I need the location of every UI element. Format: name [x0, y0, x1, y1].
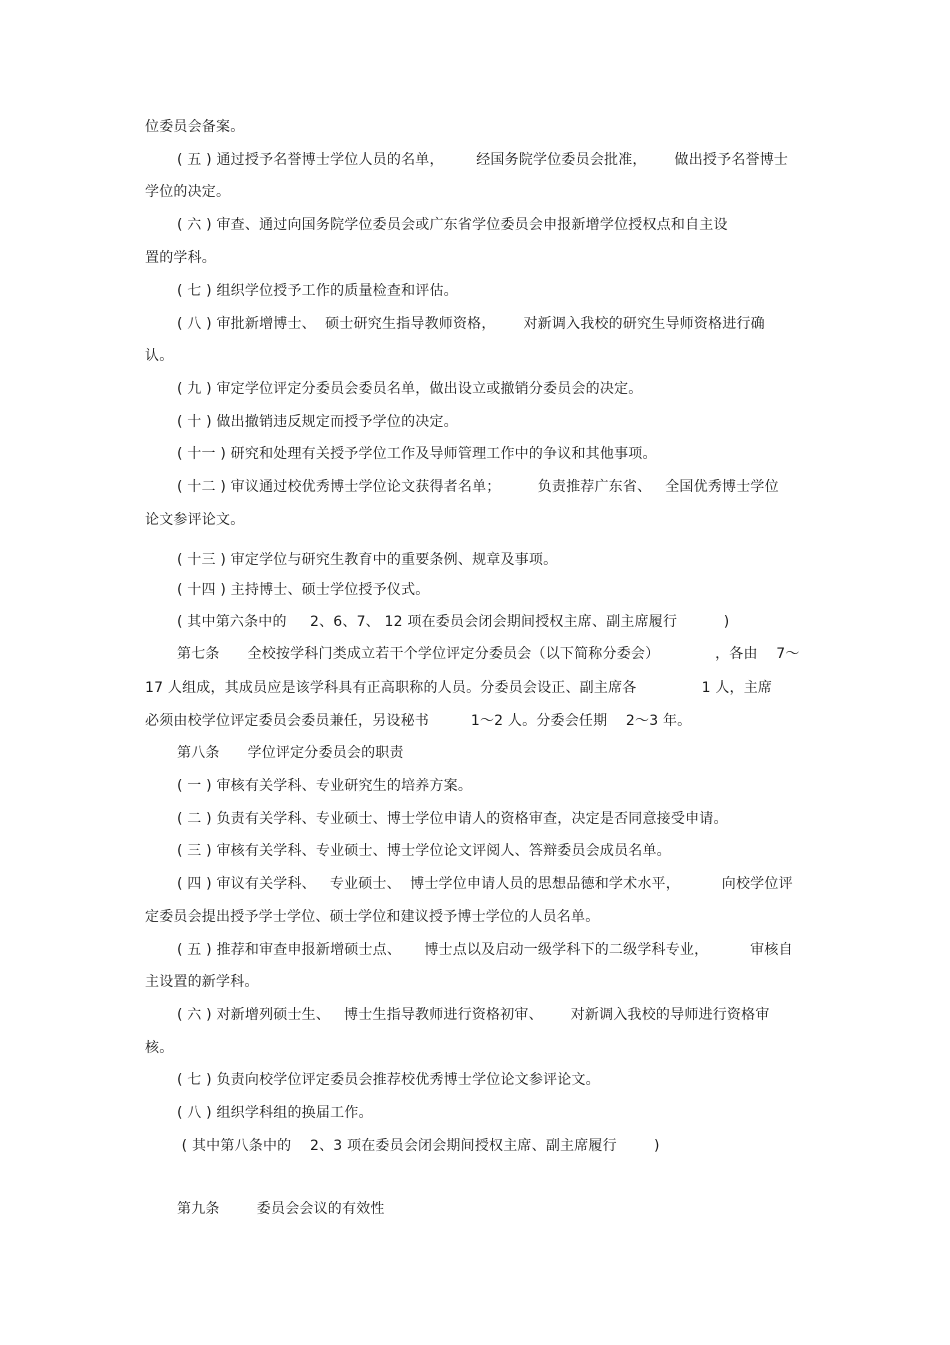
paragraph-line: 17 人组成，其成员应是该学科具有正高职称的人员。分委员会设正、副主席各 1 人，主席 — [145, 680, 773, 696]
paragraph-line: ( 五 ) 通过授予名誉博士学位人员的名单， 经国务院学位委员会批准， 做出授予名誉博士 — [177, 152, 789, 168]
paragraph-line: ( 六 ) 对新增列硕士生、 博士生指导教师进行资格初审、 对新调入我校的导师进行资格审 — [177, 1007, 770, 1023]
paragraph-line: ( 七 ) 组织学位授予工作的质量检查和评估。 — [177, 283, 458, 299]
paragraph-line: 必须由校学位评定委员会委员兼任，另设秘书 1～2 人。分委会任期 2～3 年。 — [145, 713, 692, 729]
paragraph-line: ( 八 ) 组织学科组的换届工作。 — [177, 1105, 373, 1121]
paragraph-line: ( 六 ) 审查、通过向国务院学位委员会或广东省学位委员会申报新增学位授权点和自主设 — [177, 217, 728, 233]
paragraph-line: ( 十四 ) 主持博士、硕士学位授予仪式。 — [177, 582, 430, 598]
paragraph-line: ( 十二 ) 审议通过校优秀博士学位论文获得者名单； 负责推荐广东省、 全国优秀博士学位 — [177, 479, 779, 495]
paragraph-line: 认。 — [145, 348, 174, 364]
paragraph-line: 论文参评论文。 — [145, 512, 245, 528]
paragraph-line: ( 八 ) 审批新增博士、 硕士研究生指导教师资格， 对新调入我校的研究生导师资格进行确 — [177, 316, 765, 332]
paragraph-line: ( 五 ) 推荐和审查申报新增硕士点、 博士点以及启动一级学科下的二级学科专业， 审核自 — [177, 942, 793, 958]
paragraph-line: ( 十 ) 做出撤销违反规定而授予学位的决定。 — [177, 414, 458, 430]
paragraph-line: ( 九 ) 审定学位评定分委员会委员名单，做出设立或撤销分委员会的决定。 — [177, 381, 643, 397]
paragraph-line: ( 七 ) 负责向校学位评定委员会推荐校优秀博士学位论文参评论文。 — [177, 1072, 600, 1088]
paragraph-line: ( 一 ) 审核有关学科、专业研究生的培养方案。 — [177, 778, 473, 794]
paragraph-line: 核。 — [145, 1040, 174, 1056]
paragraph-line: ( 其中第六条中的 2、6、7、 12 项在委员会闭会期间授权主席、副主席履行 ) — [177, 614, 730, 630]
article-heading: 第九条 委员会会议的有效性 — [177, 1201, 385, 1217]
paragraph-line: ( 十一 ) 研究和处理有关授予学位工作及导师管理工作中的争议和其他事项。 — [177, 446, 657, 462]
paragraph-line: ( 二 ) 负责有关学科、专业硕士、博士学位申请人的资格审查，决定是否同意接受申请。 — [177, 811, 728, 827]
paragraph-line: 定委员会提出授予学士学位、硕士学位和建议授予博士学位的人员名单。 — [145, 909, 600, 925]
paragraph-line: ( 三 ) 审核有关学科、专业硕士、博士学位论文评阅人、答辩委员会成员名单。 — [177, 843, 671, 859]
paragraph-line: 主设置的新学科。 — [145, 974, 259, 990]
paragraph-line: 位委员会备案。 — [145, 119, 245, 135]
paragraph-line: ( 四 ) 审议有关学科、 专业硕士、 博士学位申请人员的思想品德和学术水平， 向校学位评 — [177, 876, 793, 892]
paragraph-line: 学位的决定。 — [145, 184, 231, 200]
paragraph-line: ( 其中第八条中的 2、3 项在委员会闭会期间授权主席、副主席履行 ) — [177, 1138, 660, 1154]
paragraph-line: 置的学科。 — [145, 250, 216, 266]
article-heading: 第七条 全校按学科门类成立若干个学位评定分委员会（以下简称分委会） ，各由 7～ — [177, 646, 800, 662]
paragraph-line: ( 十三 ) 审定学位与研究生教育中的重要条例、规章及事项。 — [177, 552, 558, 568]
article-heading: 第八条 学位评定分委员会的职责 — [177, 745, 404, 761]
